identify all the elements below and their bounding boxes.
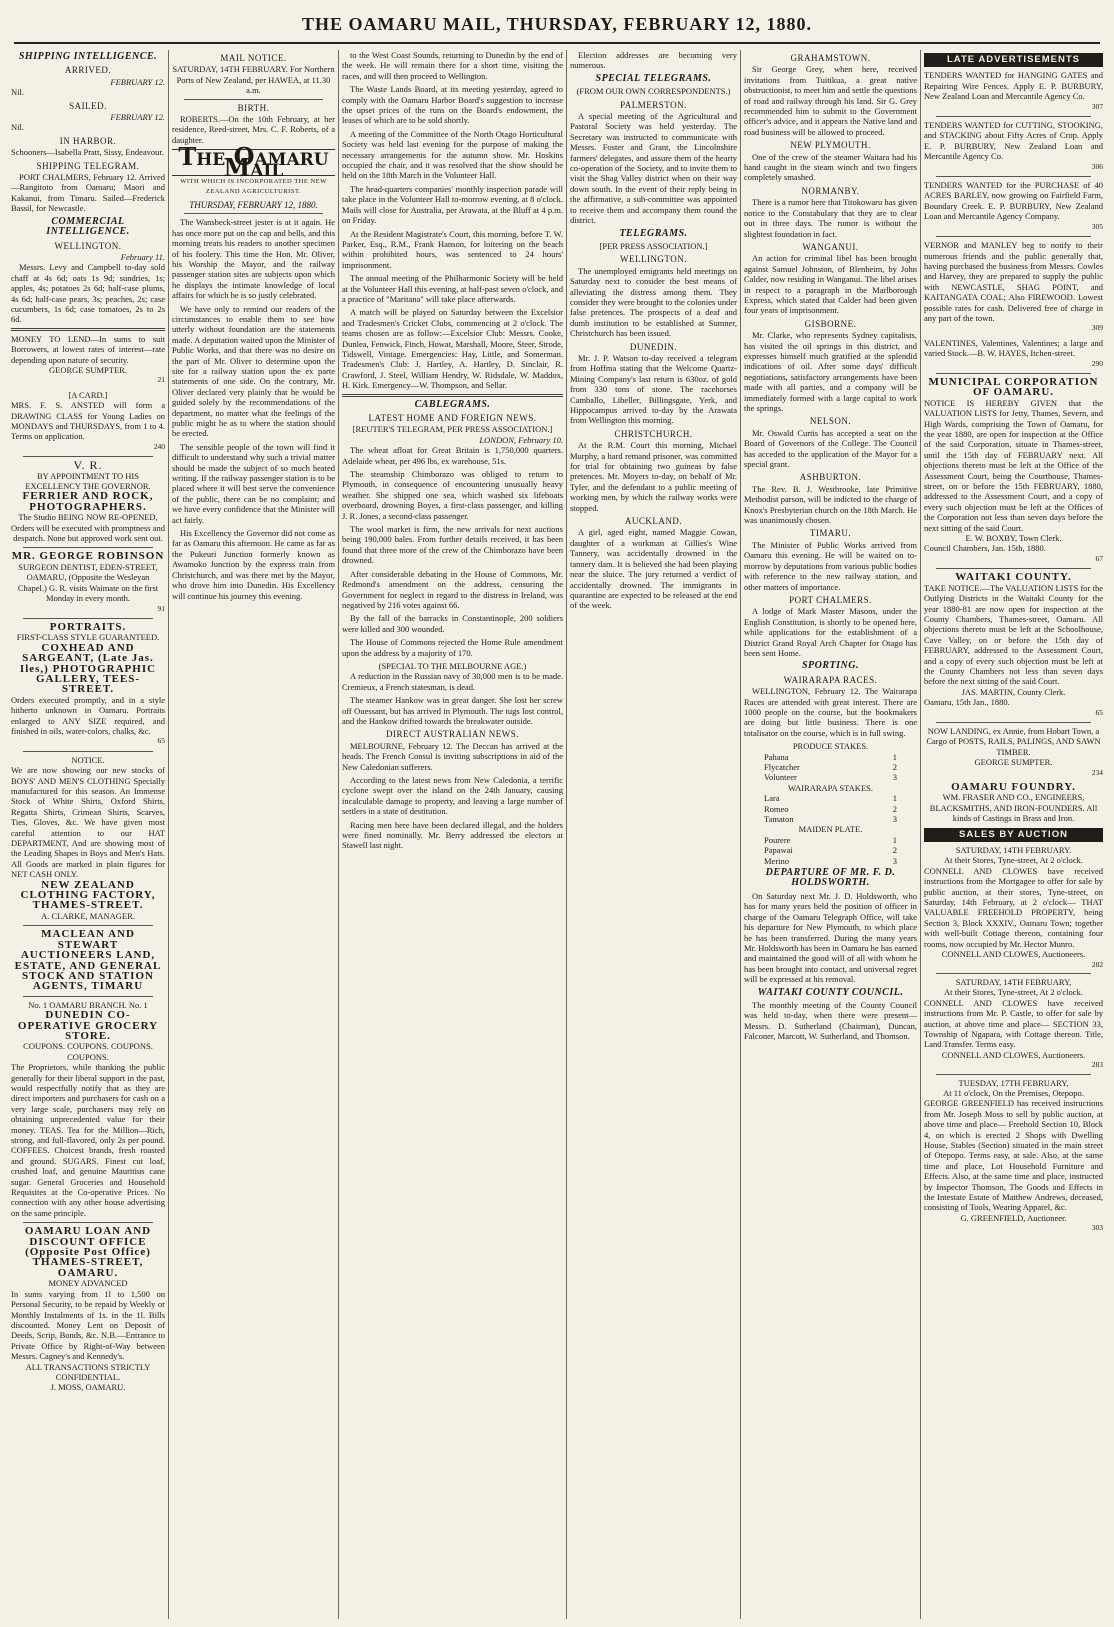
wellington-heading: WELLINGTON. xyxy=(619,254,688,265)
municipal-signature: E. W. BOXBY, Town Clerk. xyxy=(965,533,1062,544)
shipping-telegram-heading: SHIPPING TELEGRAM. xyxy=(36,160,140,171)
dunedin-heading: DUNEDIN. xyxy=(629,341,678,352)
timber-number: 234 xyxy=(1091,767,1103,777)
horse-place: 2 xyxy=(892,845,897,856)
stakes-row xyxy=(744,814,917,824)
appointment-line: BY APPOINTMENT TO HIS EXCELLENCY THE GOVERNOR. xyxy=(25,470,151,492)
reuter-credit: [REUTER'S TELEGRAM, PER PRESS ASSOCIATION.] xyxy=(352,424,553,435)
maiden-plate-heading: MAIDEN PLATE. xyxy=(798,824,863,835)
coal-ad xyxy=(924,240,1103,334)
money-ad-number: 21 xyxy=(157,375,165,385)
drawing-card: [A CARD.] xyxy=(68,389,108,400)
auction-where: At 11 o'clock, On the Premises, Otepopo. xyxy=(943,1087,1084,1098)
commercial-place: WELLINGTON. xyxy=(54,240,122,251)
loan-ad xyxy=(11,1226,165,1393)
tender-number: 306 xyxy=(1091,161,1103,171)
mail-notice-body: SATURDAY, 14TH FEBRUARY. For Northern Ports of New Zealand, per HAWEA, at 11.30 a.m. xyxy=(172,64,335,96)
divider xyxy=(936,722,1091,723)
cable-paragraph: The House of Commons rejected the Home Rule amendment upon the address by a majority of 170. xyxy=(342,637,563,658)
wairarapa-body: WELLINGTON, February 12. The Wairarapa Races are attended with great interest. There are 1000 people on the course, but the bookmakers are doing but little business. There is one totalisator on the course, which is in full swing. xyxy=(744,686,917,738)
divider xyxy=(23,1222,153,1223)
special-telegrams-title: SPECIAL TELEGRAMS. xyxy=(595,72,712,84)
column-6-minutes xyxy=(920,50,1106,1619)
timber-signature: GEORGE SUMPTER. xyxy=(974,757,1053,768)
editorial-paragraph: His Excellency the Governor did not come as far as Oamaru this afternoon. He came as far as the Pukeuri Junction formerly known as Awamoko Junction by the express train from Christchurch, and was there met by the Mayor, who drove him into Dunedin. His Excellency will continue his journey this evening. xyxy=(172,528,335,601)
tender-number: 305 xyxy=(1091,221,1103,231)
column-3 xyxy=(338,50,566,1619)
press-association-credit: [PER PRESS ASSOCIATION.] xyxy=(599,240,708,251)
clothing-body: We are now showing our new stocks of BOYS' AND MEN'S CLOTHING Specially manufactured for this season. An Immense Stock of White Shirts, Oxford Shirts, Regatta Shirts, Crimean Shirts, Scarves, Ties, Gloves, &c. We have given most careful attention to our HAT DEPARTMENT, And are showing most of the Leading Shapes in Boys and Men's Hats. All Goods are marked in plain figures for NET CASH ONLY. xyxy=(11,765,165,880)
new-plymouth-body: One of the crew of the steamer Waitara had his hand caught in the steam winch and two fingers completely smashed. xyxy=(744,151,917,183)
local-paragraph: At the Resident Magistrate's Court, this morning, before T. W. Parker, Esq., R.M., Frank Hanson, for loitering on the beach within prohibited hours, was sentenced to 24 hours' imprisonment. xyxy=(342,228,563,270)
dentist-name: MR. GEORGE ROBINSON xyxy=(11,550,165,563)
elections-paragraph: Election addresses are becoming very numerous. xyxy=(570,50,737,71)
stakes-row xyxy=(744,845,917,855)
tender-ad xyxy=(924,180,1103,232)
dentist-body: SURGEON DENTIST, EDEN-STREET, OAMARU, (Opposite the Wesleyan Chapel.) G. R. visits Waimate on the first Monday in every month. xyxy=(17,561,159,604)
cablegrams-title: CABLEGRAMS. xyxy=(414,398,491,410)
divider xyxy=(23,925,153,926)
stakes-row xyxy=(744,752,917,762)
horse-name: Tamaton xyxy=(764,814,794,825)
coxhead-body: Orders executed promptly, and in a style hitherto unknown in Oamaru. Portraits enlarged to ANY SIZE required, and finished in oils, water-colors, chalks, &c. xyxy=(11,694,165,736)
latest-news-heading: LATEST HOME AND FOREIGN NEWS. xyxy=(368,413,537,423)
horse-place: 3 xyxy=(892,772,897,783)
divider xyxy=(184,213,323,214)
sales-auction-banner: SALES BY AUCTION xyxy=(924,828,1103,842)
auction-signature: CONNELL AND CLOWES, Auctioneers. xyxy=(941,1049,1086,1060)
divider xyxy=(936,176,1091,177)
cable-paragraph: The steamship Chimborazo was obliged to return to Plymouth, in consequence of encountering unusually heavy weather. She shipped one sea, which washed six lifeboats overboard, drowning Boyes, a first-class passenger, and killing J. R. Jones, a second-class passenger. xyxy=(342,469,563,521)
departure-body: On Saturday next Mr. J. D. Holdsworth, who has for many years held the position of officer in charge of the Oamaru Telegraph Office, will take his departure for New Plymouth, to which place he has been transferred. During the many years Mr. Holdsworth has been in Oamaru he has earned and maintained the good will of all with whom he has been brought into contact, and universal regret will be expressed at his removal. xyxy=(744,890,917,985)
municipal-body: NOTICE IS HEREBY GIVEN that the VALUATION LISTS for Jetty, Thames, Severn, and High Wards, comprising the Town of Oamaru, for the year 1880, are open for inspection at the Office of the said Corporation, situate in Thames-street, until the 15th day of FEBRUARY next. All objections thereto must be left at the Office of the Assessment Court, being the Courthouse, Thames-street, on or before the 15th FEBRUARY, 1880, addressed to the Assessment Court, and a copy of every such objection must be left at the Offices of the Corporation not less than seven days before the next sitting of the said Court. xyxy=(924,397,1103,533)
commercial-title: COMMERCIAL INTELLIGENCE. xyxy=(46,215,130,238)
auction-date: SATURDAY, 14TH FEBRUARY. xyxy=(955,845,1072,856)
drawing-ad xyxy=(11,390,165,452)
editorial-paragraph: The sensible people of the town will find it difficult to understand why such a trivial matter should be made the subject of so much heated writing. If the railway passenger station is to be placed where it will best serve the convenience of the public, there can be no complaint; and we have every confidence that the Minister will act fairly. xyxy=(172,441,335,525)
portraits-guarantee: FIRST-CLASS STYLE GUARANTEED. xyxy=(16,632,160,643)
foundry-heading: OAMARU FOUNDRY. xyxy=(951,781,1076,793)
auction-where: At their Stores, Tyne-street, At 2 o'clock. xyxy=(944,987,1083,998)
ashburton-heading: ASHBURTON. xyxy=(799,472,862,483)
coxhead-ad xyxy=(11,622,165,747)
christchurch-heading: CHRISTCHURCH. xyxy=(614,428,693,439)
auction-date: TUESDAY, 17TH FEBRUARY, xyxy=(958,1077,1069,1088)
money-ad xyxy=(11,334,165,386)
grahamstown-body: Sir George Grey, when here, received invitations from Tuitikua, a great native obstructionist, to meet him and settle the questions of road and railway through his land. Sir G. Grey recommended him to submit to the Government officer's advice, and it appears the Native land and road business will be allowed to proceed. xyxy=(744,64,917,137)
cable-paragraph: The wool market is firm, the new arrivals for next auctions being 190,000 bales. From further details received, it has been found that three more of the crew of the Chimborazo have been drowned. xyxy=(342,524,563,566)
local-paragraph: to the West Coast Sounds, returning to Dunedin by the end of the week. He will remain there for a short time, visiting the races, and will then proceed to Wellington. xyxy=(342,50,563,81)
wanganui-heading: WANGANUI. xyxy=(802,241,859,252)
local-paragraph: A match will be played on Saturday between the Excelsior and Tradesmen's Cricket Clubs, commencing at 2 o'clock. The teams chosen are as follow:—Excelsior Club: Messrs. Cooke, Dunlea, Fenwick, Finch, Howat, Marshall, Moore, Steer, Strode, Tidswell, Vintage. Emergencies: Hay, Little, and Somerman. Tradesmen's Club: J. Hartley, A. Hartley, D. Sinclair, R. Crawford, J. Steel, William Hendry, W. Ridsdale, W. Maddox, H. Kirk. Emergency—W. Thompson, and Sellar. xyxy=(342,307,563,391)
local-paragraph: The annual meeting of the Philharmonic Society will be held at the Volunteer Hall this evening, at half-past seven o'clock, and a practice of "Maritana" will take place afterwards. xyxy=(342,273,563,304)
harbour-heading: IN HARBOR. xyxy=(59,135,117,146)
cable-paragraph: The wheat afloat for Great Britain is 1,750,000 quarters. Adelaide wheat, per 496 lbs, ex warehouse, 51s. xyxy=(342,445,563,466)
municipal-heading: MUNICIPAL CORPORATION OF OAMARU. xyxy=(928,375,1099,399)
birth-body: ROBERTS.—On the 10th February, at her residence, Reed-street, Mrs. C. F. Roberts, of a daughter. xyxy=(172,114,335,145)
sailed-date: FEBRUARY 12. xyxy=(110,112,165,123)
nelson-heading: NELSON. xyxy=(809,416,852,427)
racing-paragraph: Racing men here have been declared illegal, and the holders were fined nominally. Mr. Berry addressed the electors at Stawell last night. xyxy=(342,819,563,851)
divider xyxy=(23,751,153,752)
valentines-body: VALENTINES, Valentines, Valentines; a large and varied Stock.—B. W. HAYES, Itchen-street. xyxy=(924,337,1103,359)
loan-office-name: OAMARU LOAN AND DISCOUNT OFFICE (Opposite Post Office) THAMES-STREET, OAMARU. xyxy=(24,1225,152,1279)
photographers-ad xyxy=(11,460,165,543)
horse-name: Pahana xyxy=(764,751,789,762)
cable-paragraph: A reduction in the Russian navy of 30,000 men is to be made. Cremieux, a French statesman, is dead. xyxy=(342,671,563,692)
coop-ad xyxy=(11,1000,165,1219)
port-chalmers-body: A lodge of Mark Master Masons, under the English Constitution, is shortly to be opened here, while applications for the establishment of a District Grand Royal Arch Chapter for Otago has been sent Home. xyxy=(744,606,917,658)
gisborne-heading: GISBORNE. xyxy=(804,318,857,329)
harbour-body: Schooners—Isabella Pratt, Sissy, Endeavour. xyxy=(11,147,164,158)
commercial-body: Messrs. Levy and Campbell to-day sold chaff at 4s 6d; oats 1s 9d; sundries, 1s; apples, 4s; potatoes 2s 6d; half-case plums, 4s 6d; half-case pears, 3s; peaches, 2s; case cucumbers, 1s 6d; case tomatoes, 2s to 2s 6d. xyxy=(11,262,165,325)
normanby-heading: NORMANBY. xyxy=(801,185,860,196)
waitaki-date: Oamaru, 15th Jan., 1880. xyxy=(924,697,1010,708)
sporting-title: SPORTING. xyxy=(801,660,859,672)
auction-body: GEORGE GREENFIELD has received instructions from Mr. Joseph Moss to sell by public auction, at above time and place— Freehold Section 10, Block 4, on which is erected 2 Shops with Dwelling House, Stables (Section) situated in the main street of Otepopo. Terms easy, at sale. Also, at the same time and place, Lot Household Furniture and Effects. Also, at the same time and place, instructed by Inspector Thomson, The Goods and Effects in the Intestate Estate of Matthew Andrews, deceased, consisting of Tools, Wearing Apparel, &c. xyxy=(924,1098,1103,1213)
maclean-body: MACLEAN AND STEWART AUCTIONEERS LAND, ESTATE, AND GENERAL STOCK AND STATION AGENTS, TIMARU xyxy=(14,928,162,993)
divider xyxy=(23,996,153,997)
auckland-heading: AUCKLAND. xyxy=(624,516,683,527)
waitaki-council-title: WAITAKI COUNTY COUNCIL. xyxy=(757,986,904,998)
foundry-body: WM. FRASER AND CO., ENGINEERS, BLACKSMITHS, AND IRON-FOUNDERS. All kinds of Castings in Brass and Iron. xyxy=(929,792,1098,824)
stakes-row xyxy=(744,793,917,803)
clothing-ad xyxy=(11,755,165,922)
clothing-factory: NEW ZEALAND CLOTHING FACTORY, THAMES-STREET. xyxy=(20,878,156,912)
divider xyxy=(936,373,1091,374)
cable-paragraph: By the fall of the barracks in Constantinople, 200 soldiers were killed and 300 wounded. xyxy=(342,613,563,634)
late-ads-banner: LATE ADVERTISEMENTS xyxy=(924,53,1103,67)
divider xyxy=(936,568,1091,569)
grahamstown-heading: GRAHAMSTOWN. xyxy=(790,53,871,63)
loan-body: In sums varying from 1l to 1,500 on Personal Security, to be repaid by Weekly or Monthly Instalments of 1s. in the 1l. Bills discounted. Money Lent on Deposit of Deeds, Scrip, Bonds, &c. N.B.—Entrance to Private Office by Right-of-Way between Messrs. Cagney's and Kennedy's. xyxy=(11,1288,165,1362)
auction-number: 282 xyxy=(1091,959,1103,969)
municipal-ad xyxy=(924,377,1103,564)
valentines-number: 290 xyxy=(1091,358,1103,368)
portraits-heading: PORTRAITS. xyxy=(49,620,127,633)
new-plymouth-heading: NEW PLYMOUTH. xyxy=(790,140,871,151)
christchurch-body: At the R.M. Court this morning, Michael Murphy, a hard remand prisoner, was committed for trial for obtaining two guineas by false pretences. Mr. Moyers to-day, on behalf of Mr. Tyler, and the defendant to a public meeting of working men, by which the railway works were stopped. xyxy=(570,440,737,513)
horse-name: Lara xyxy=(764,793,780,804)
ferrier-rock-body: The Studio BEING NOW RE-OPENED, Orders will be executed with promptness and despatch. None but approved work sent out. xyxy=(11,512,165,544)
divider xyxy=(184,99,323,100)
masthead-title: THE OAMARU MAIL, THURSDAY, FEBRUARY 12, 1880. xyxy=(301,14,813,34)
melbourne-credit: (SPECIAL TO THE MELBOURNE AGE.) xyxy=(378,660,527,671)
tender-ad xyxy=(924,70,1103,112)
horse-place: 1 xyxy=(892,834,897,845)
column-5 xyxy=(740,50,920,1619)
coal-number: 309 xyxy=(1091,323,1103,333)
waitaki-number: 65 xyxy=(1095,707,1103,717)
horse-name: Pourere xyxy=(764,834,791,845)
loan-money-advanced: MONEY ADVANCED xyxy=(48,1278,128,1289)
normanby-body: There is a rumor here that Titokowaru has given notice to the Constabulary that they are to clear out in three days. The rumor is without the slightest foundation in fact. xyxy=(744,197,917,239)
coop-name: DUNEDIN CO-OPERATIVE GROCERY STORE. xyxy=(17,1009,159,1042)
stakes-row xyxy=(744,762,917,772)
tender-body: TENDERS WANTED for the PURCHASE of 40 ACRES BARLEY, now growing on Fairfield Farm, Boundary Creek. E. P. BURBURY, New Zealand Loan and Mercantile Agency Company. xyxy=(924,180,1103,222)
auction-number: 283 xyxy=(1091,1060,1103,1070)
divider xyxy=(11,328,165,331)
commercial-date: February 11. xyxy=(120,251,165,262)
newspaper-nameplate: The Oamaru Mail xyxy=(172,149,335,176)
editorial-paragraph: We have only to remind our readers of the circumstances to enable them to see how utterly without foundation are the statements made. A deputation waited upon the Minister of Public Works, and that there was no desire on the part of Mr. Oliver to determine upon the site for a railway station upon the ex parte statements of one side. On the contrary, Mr. Oliver declared very plainly that he would be guided solely by the recommendations of the department, no matter what the feelings of the public might be as to where the station should be erected. xyxy=(172,303,335,439)
divider xyxy=(936,116,1091,117)
local-paragraph: The head-quarters companies' monthly inspection parade will take place in the Volunteer Hall to-morrow evening, at 8 o'clock. Mails will close for Australia, per Arawata, at the Bluff at 4 p.m. on Friday. xyxy=(342,183,563,226)
auction-number: 303 xyxy=(1091,1223,1103,1233)
municipal-number: 67 xyxy=(1095,553,1103,563)
horse-name: Flycatcher xyxy=(764,762,800,772)
tender-body: TENDERS WANTED for HANGING GATES and Repairing Wire Fences. Apply E. P. BURBURY, New Zealand Loan and Mercantile Agency Co. xyxy=(924,70,1103,102)
ashburton-body: The Rev. B. J. Westbrooke, late Primitive Methodist parson, will be indicted to the charge of Knox's Presbyterian church on the 18th March. He was unanimously chosen. xyxy=(744,483,917,526)
arrived-date: FEBRUARY 12. xyxy=(110,76,165,87)
horse-name: Papawai xyxy=(764,845,793,856)
horse-name: Romeo xyxy=(764,803,789,814)
horse-place: 3 xyxy=(892,814,897,825)
money-ad-agent: GEORGE SUMPTER. xyxy=(49,364,127,375)
divider xyxy=(936,236,1091,237)
departure-title: DEPARTURE OF MR. F. D. HOLDSWORTH. xyxy=(765,867,896,889)
gisborne-body: Mr. Clarke, who represents Sydney capitalists, has visited the oil springs in this district, and expresses himself much gratified at the splendid indications of oil. After some days' difficult negotiations, satisfactory arrangements have been made with all parties, and a company will be immediately formed with a large capital to work the springs. xyxy=(744,330,917,413)
sailed-heading: SAILED. xyxy=(69,100,107,111)
clothing-manager: A. CLARKE, MANAGER. xyxy=(41,910,135,921)
auction-body: CONNELL AND CLOWES have received instructions from the Mortgagee to offer for sale by public auction, at their stores, Tyne-street, on Saturday, 14th February, at 2 o'clock— THAT VALUABLE FREEHOLD PROPERTY, being Section 3, Block XXXIV., Oamaru Town; together with well-built Cottage thereon, containing four rooms, now occupied by Mr. Hector Munro. xyxy=(924,865,1103,949)
horse-place: 1 xyxy=(892,751,897,762)
shipping-telegram-body: PORT CHALMERS, February 12. Arrived—Rangitoto from Oamaru; Maori and Kakanui, from Timaru. Sailed—Frederick Bassil, for Newcastle. xyxy=(11,172,165,214)
foundry-ad xyxy=(924,782,1103,824)
sailed-body: Nil. xyxy=(11,122,24,133)
coxhead-number: 65 xyxy=(157,736,165,746)
local-paragraph: A meeting of the Committee of the North Otago Horticultural Society was held last evening for the purpose of making the necessary arrangements for the autumn show. Mr. Hoskins occupied the chair, and it was resolved that the show should be held on the 18th March in the Volunteer Hall. xyxy=(342,128,563,181)
london-dateline: LONDON, February 10. xyxy=(479,434,563,445)
auction-signature: CONNELL AND CLOWES, Auctioneers. xyxy=(941,949,1086,960)
loan-moss: J. MOSS, OAMARU. xyxy=(50,1382,126,1393)
stakes-row xyxy=(744,772,917,782)
auckland-body: A girl, aged eight, named Maggie Cowan, daughter of a workman at Gillies's Wine Tannery, was accidentally drowned in the tannery dam. It is believed she had been playing near the sluice. The jury returned a verdict of accidentally drowned. The immigrants in quarantine are expected to be released at the end of the week. xyxy=(570,527,737,611)
stakes-row xyxy=(744,856,917,866)
waitaki-valuation-body: TAKE NOTICE.—The VALUATION LISTS for the Outlying Districts in the Waitaki County for the year 1880-81 are now open for inspection at the County Chambers, Thames-street, Oamaru. All objections thereto must be left at the Schoolhouse, Cave Valley, on or before the 15th day of FEBRUARY, addressed to the Assessment Court, and a copy of every such objection must be left at the County Chambers not less than seven days before the next sitting of the said Court. xyxy=(924,582,1103,687)
divider xyxy=(23,618,153,619)
palmerston-body: A special meeting of the Agricultural and Pastoral Society was held yesterday. The Secretary was instructed to communicate with Messrs. Foster and Grant, the Lincolnshire farmers' delegates, and assure them of the hearty co-operation of the Society, and to invite them to visit the Shag Valley district when on their way down south. In the event of their reply being in the affirmative, a sub-committee was appointed to receive them and accompany them round the district. xyxy=(570,111,737,226)
auction-signature: G. GREENFIELD, Auctioneer. xyxy=(960,1212,1067,1223)
nelson-body: Mr. Oswald Curtis has accepted a seat on the Board of Governors of the College. The Council has acceded to the application of the Mayor for a special grant. xyxy=(744,427,917,470)
horse-name: Volunteer xyxy=(764,772,797,783)
stakes-row xyxy=(744,835,917,845)
waitaki-valuation-ad xyxy=(924,572,1103,718)
coop-body: The Proprietors, while thanking the public generally for their liberal support in the past, would respectfully notify that as they are direct importers and purchasers for cash on a very large scale, purchasers may rely on obtaining unprecedented value for their money. TEAS. Tea for the Million—Rich, strong, and full-flavored, only 2s per pound. COFFEES. Choicest brands, fresh roasted and ground. SUGARS. Finest cut loaf, crushed loaf, and genuine Mauritius cane sugar. General Groceries and Household Requisites at the Co-operative Prices. No connection with any other house advertising on the same principle. xyxy=(11,1062,165,1218)
birth-heading: BIRTH. xyxy=(237,102,270,113)
editorial-paragraph: The Wansbeck-street jester is at it again. He has once more put on the cap and bells, and this morning treats his readers to another specimen of his foolery. This time the Hon. Mr. Oliver, his Worship the Mayor, and the railway passenger station sites are subjects upon which he displays the intimate knowledge of local affairs for which he is so justly celebrated. xyxy=(172,217,335,301)
arrived-heading: ARRIVED. xyxy=(64,65,112,76)
column-2 xyxy=(168,50,338,1619)
vr-crest: V. R. xyxy=(73,458,103,473)
coal-body: VERNOR and MANLEY beg to notify to their numerous friends and the public generally that, having purchased the business from Messrs. Cowles and Harvey, they are prepared to supply the public with NEWCASTLE, SHAG POINT, and KAITANGATA COAL; Also FIREWOOD. Lowest possible rates for cash. Delivered free of charge in any part of the town. xyxy=(924,240,1103,323)
own-correspondents: (FROM OUR OWN CORRESPONDENTS.) xyxy=(576,86,731,97)
produce-stakes-heading: PRODUCE STAKES. xyxy=(792,741,869,752)
divider xyxy=(23,547,153,548)
direct-news-heading: DIRECT AUSTRALIAN NEWS. xyxy=(385,729,520,740)
ferrier-rock-name: FERRIER AND ROCK, PHOTOGRAPHERS. xyxy=(22,490,154,513)
arrived-body: Nil. xyxy=(11,87,24,98)
coop-coupons: COUPONS. COUPONS. COUPONS. COUPONS. xyxy=(23,1041,153,1062)
timber-body: NOW LANDING, ex Annie, from Hobart Town, a Cargo of POSTS, RAILS, PALINGS, AND SAWN TIMBER. xyxy=(926,725,1101,757)
municipal-date: Council Chambers, Jan. 15th, 1880. xyxy=(924,543,1046,554)
wanganui-body: An action for criminal libel has been brought against Samuel Johnston, of Blenheim, by John Calder, now residing in Wanganui. The libel arises in respect to a paragraph in the Marlborough Express, which stated that Calder had been given four years of imprisonment. xyxy=(744,253,917,316)
port-chalmers-heading: PORT CHALMERS. xyxy=(789,594,872,605)
tender-body: TENDERS WANTED for CUTTING, STOOKING, and STACKING about Fifty Acres of Crop. Apply E. P. BURBURY, New Zealand Loan and Mercantile Agency Co. xyxy=(924,120,1103,162)
coop-branch: No. 1 OAMARU BRANCH. No. 1 xyxy=(28,999,148,1010)
valentines-ad xyxy=(924,338,1103,369)
mail-notice-heading: MAIL NOTICE. xyxy=(220,53,287,63)
divider xyxy=(936,973,1091,974)
dunedin-body: Mr. J. P. Watson to-day received a telegram from Hoffma stating that the Welcome Quartz-Mining Company's last return is 630oz. of gold from 330 tons of stone. The racehorses Camballo, Libeller, Billingsgate, Yerk, and Hippocampus arrived to-day by the Arawata from Wellington this morning. xyxy=(570,352,737,426)
column-1 xyxy=(8,50,168,1619)
money-ad-text: MONEY TO LEND—In sums to suit Borrowers, at lowest rates of interest—rate depending upon nature of security. xyxy=(11,333,165,365)
waitaki-county-heading: WAITAKI COUNTY. xyxy=(955,571,1072,584)
coxhead-name: COXHEAD AND SARGEANT, (Late Jas. Iles,) PHOTOGRAPHIC GALLERY, TEES-STREET. xyxy=(19,641,157,696)
horse-place: 3 xyxy=(892,855,897,866)
divider xyxy=(342,394,563,397)
sydney-paragraph: According to the latest news from New Caledonia, a terrific cyclone swept over the island on the 24th January, causing incalculable damage to property, and leaving a large number of settlers in a state of destitution. xyxy=(342,775,563,817)
waitaki-signature: JAS. MARTIN, County Clerk. xyxy=(961,686,1066,697)
wairarapa-heading: WAIRARAPA RACES. xyxy=(783,674,878,685)
shipping-title: SHIPPING INTELLIGENCE. xyxy=(18,51,158,62)
wairarapa-stakes-heading: WAIRARAPA STAKES. xyxy=(788,782,873,793)
loan-strictly: ALL TRANSACTIONS STRICTLY CONFIDENTIAL. xyxy=(25,1361,151,1382)
dentist-ad xyxy=(11,551,165,613)
wellington-body: The unemployed emigrants held meetings on Saturday next to consider the best means of alleviating the distress among them. They consider they were brought to the colonies under false pretences. The prospects of a deaf and dumb institution to be established at Sumner, Christchurch has been issued. xyxy=(570,265,737,339)
maclean-ad xyxy=(11,929,165,991)
masthead-rule xyxy=(14,42,1100,44)
auction-date: SATURDAY, 14TH FEBRUARY, xyxy=(955,976,1072,987)
cable-paragraph: The steamer Hankow was in great danger. She lost her screw off Ouessant, but has arrived in Plymouth. The tugs lost control, and the Hankow drifted towards the breakwater outside. xyxy=(342,695,563,726)
timaru-body: The Minister of Public Works arrived from Oamaru this evening. He will be waited on to-morrow by deputations from various public bodies with reference to the new railway station, and other matters of importance. xyxy=(744,539,917,592)
palmerston-heading: PALMERSTON. xyxy=(620,99,687,110)
tender-number: 307 xyxy=(1091,101,1103,111)
drawing-ad-text: MRS. F. S. ANSTED will form a DRAWING CLASS for Young Ladies on MONDAYS and THURSDAYS, from 1 to 4. Terms on application. xyxy=(11,400,165,442)
auction-where: At their Stores, Tyne-street, At 2 o'clock. xyxy=(944,855,1083,866)
horse-place: 2 xyxy=(892,803,897,814)
cable-paragraph: After considerable debating in the House of Commons, Mr. Redmond's amendment on the address, censuring the Government for neglect in regard to the distress in Ireland, was negatived by 216 votes against 66. xyxy=(342,568,563,610)
local-paragraph: The Waste Lands Board, at its meeting yesterday, agreed to comply with the Oamaru Harbor Board's suggestion to increase the upset prices of the runs on the Board's endowment, the leases of which are to be sold shortly. xyxy=(342,84,563,126)
divider xyxy=(936,1074,1091,1075)
timber-ad xyxy=(924,726,1103,778)
divider xyxy=(23,456,153,457)
direct-news-body: MELBOURNE, February 12. The Deccan has arrived at the heads. The French Consul is inviting subscriptions in aid of the New Caledonian sufferers. xyxy=(342,740,563,772)
stakes-row xyxy=(744,804,917,814)
column-4 xyxy=(566,50,740,1619)
horse-name: Merino xyxy=(764,855,790,866)
tender-ad xyxy=(924,120,1103,172)
dentist-number: 91 xyxy=(157,603,165,613)
drawing-ad-number: 240 xyxy=(153,441,165,451)
waitaki-council-body: The monthly meeting of the County Council was held to-day, when there were present—Messrs. D. Sutherland (Chairman), Duncan, Falconer, Marcott, W. Sutherland, and Thomson. xyxy=(744,999,917,1042)
nameplate-date: THURSDAY, FEBRUARY 12, 1880. xyxy=(189,199,318,210)
nameplate-subtitle: WITH WHICH IS INCORPORATED THE NEW ZEALAND AGRICULTURIST. xyxy=(180,178,327,196)
horse-place: 2 xyxy=(892,762,897,772)
telegrams-title: TELEGRAMS. xyxy=(619,227,688,239)
auction-body: CONNELL AND CLOWES have received instructions from Mr. P. Castle, to offer for sale by auction, at above time and place— SECTION 33, Township of Ngapara, with Cottage thereon. Title, Land Transfer. Terms easy. xyxy=(924,997,1103,1050)
clothing-notice: NOTICE. xyxy=(71,754,105,765)
horse-place: 1 xyxy=(892,793,897,804)
timaru-heading: TIMARU. xyxy=(809,528,852,539)
